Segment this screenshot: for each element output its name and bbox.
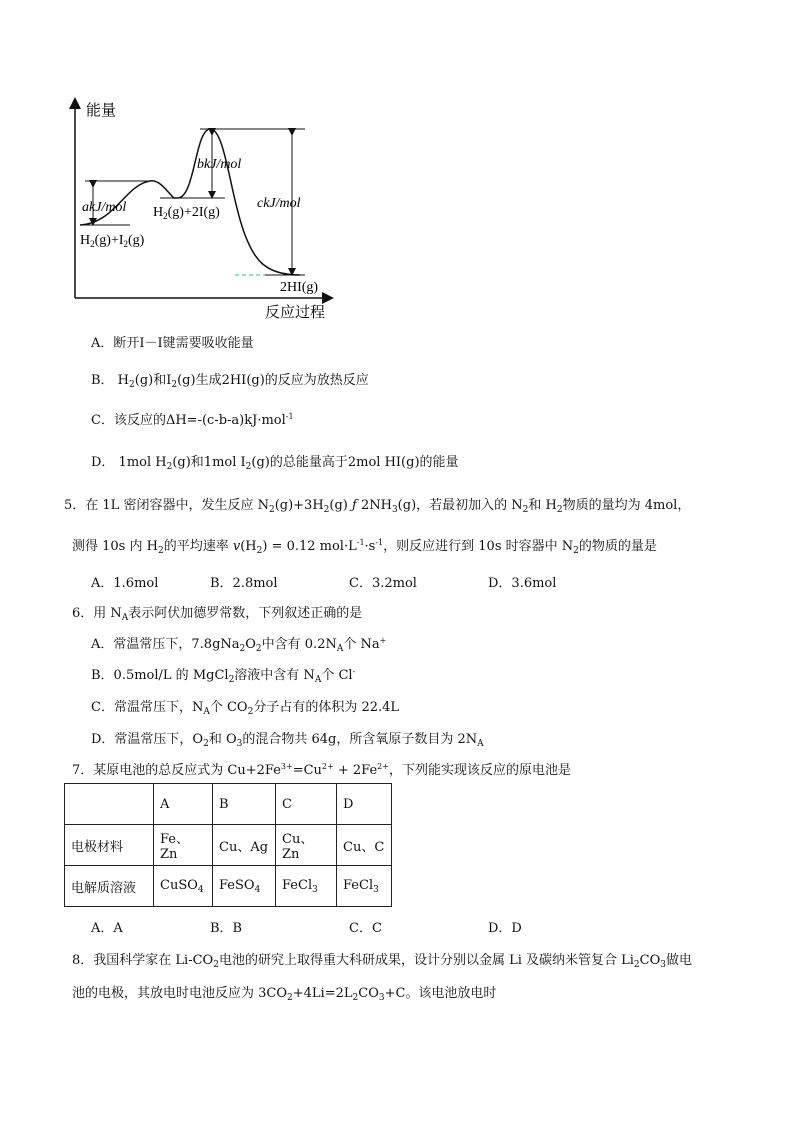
table-cell: Cu、Ag bbox=[213, 825, 276, 866]
q6-option-b: B．0.5mol/L 的 MgCl$_2$溶液中含有 $N_A$个 Cl- bbox=[91, 667, 356, 685]
table-cell bbox=[65, 784, 154, 825]
energy-diagram bbox=[60, 95, 360, 325]
q6-option-c: C．常温常压下，$N_A$个 $CO_2$分子占有的体积为 22.4L bbox=[91, 700, 400, 717]
table-row bbox=[65, 866, 392, 907]
table-cell: C bbox=[276, 784, 337, 825]
label-a: akJ/mol bbox=[82, 200, 127, 215]
q7-option-a: A．A bbox=[91, 921, 123, 936]
q8-line1: 8．我国科学家在 $Li-CO_2$电池的研究上取得重大科研成果，设计分别以金属 Li 及碳纳米管复合 $Li_2CO_3$做电 bbox=[72, 953, 693, 970]
label-b: bkJ/mol bbox=[197, 157, 242, 172]
table-row bbox=[65, 784, 392, 825]
q4-option-d: D． 1mol $H_2(g)$和1mol $I_2(g)$的总能量高于2mol HI(g)的能量 bbox=[91, 455, 459, 472]
table-row bbox=[65, 825, 392, 866]
species-intermediate: $H_2(g)+2I(g)$ bbox=[153, 205, 220, 221]
table-cell: B bbox=[213, 784, 276, 825]
x-axis-label: 反应过程 bbox=[265, 305, 326, 321]
q5-line1: 5．在 1L 密闭容器中，发生反应 $N_2(g)+3H_2(g)$ ƒ $2NH_3(g)$，若最初加入的 $N_2$和 $H_2$物质的量均为 4mol， bbox=[64, 498, 691, 515]
q7-option-d: D．D bbox=[488, 921, 522, 936]
table-cell: CuSO$_4$ bbox=[154, 866, 213, 907]
species-reactants: $H_2(g)+I_2(g)$ bbox=[80, 233, 145, 249]
table-cell: 电极材料 bbox=[65, 825, 154, 866]
q7-stem: 7．某原电池的总反应式为 $Cu+2Fe^{3+}=Cu^{2+} + 2Fe^{2+}$，下列能实现该反应的原电池是 bbox=[72, 762, 571, 778]
q5-option-a: A．1.6mol bbox=[91, 576, 159, 591]
q7-option-b: B．B bbox=[210, 921, 243, 936]
q4-option-b: B． $H_2(g)$和$I_2(g)$生成2HI(g)的反应为放热反应 bbox=[91, 373, 369, 390]
q6-option-a: A．常温常压下，$7.8gNa_2O_2$中含有 $0.2N_A$个 Na+ bbox=[91, 636, 387, 654]
q4-option-a: A．断开I－I键需要吸收能量 bbox=[91, 336, 254, 351]
table-cell: FeCl$_3$ bbox=[337, 866, 392, 907]
table-cell: Cu、Zn bbox=[276, 825, 337, 866]
q5-option-c: C．3.2mol bbox=[349, 576, 417, 591]
table-cell: Fe、Zn bbox=[154, 825, 213, 866]
table-cell: FeSO$_4$ bbox=[213, 866, 276, 907]
q7-option-c: C．C bbox=[349, 921, 382, 936]
q8-line2: 池的电极，其放电时电池反应为 $3CO_2+4Li=2L_2CO_3+C$。该电池放电时 bbox=[72, 986, 497, 1003]
table-cell: FeCl$_3$ bbox=[276, 866, 337, 907]
q6-option-d: D．常温常压下，$O_2$和 $O_3$的混合物共 64g，所含氧原子数目为 $2N_A$ bbox=[91, 732, 484, 749]
table-cell: A bbox=[154, 784, 213, 825]
q6-stem: 6．用 $N_A$表示阿伏加德罗常数，下列叙述正确的是 bbox=[72, 606, 363, 623]
q5-option-d: D．3.6mol bbox=[488, 576, 557, 591]
q5-line2: 测得 10s 内 $H_2$的平均速率 $v(H_2) = 0.12$ $mol\cdot L^{-1}\cdot s^{-1}$，则反应进行到 10s 时容器中 $N_2$的物质的量是 bbox=[72, 538, 657, 556]
table-cell: 电解质溶液 bbox=[65, 866, 154, 907]
table-cell: Cu、C bbox=[337, 825, 392, 866]
label-c: ckJ/mol bbox=[257, 196, 301, 211]
q7-table bbox=[64, 783, 392, 907]
q4-option-c: C．该反应的ΔH=-(c-b-a)kJ·mol$^{-1}$ bbox=[91, 412, 294, 428]
y-axis-label: 能量 bbox=[86, 103, 117, 119]
table-cell: D bbox=[337, 784, 392, 825]
q5-option-b: B．2.8mol bbox=[210, 576, 278, 591]
species-product: 2HI(g) bbox=[280, 280, 319, 295]
